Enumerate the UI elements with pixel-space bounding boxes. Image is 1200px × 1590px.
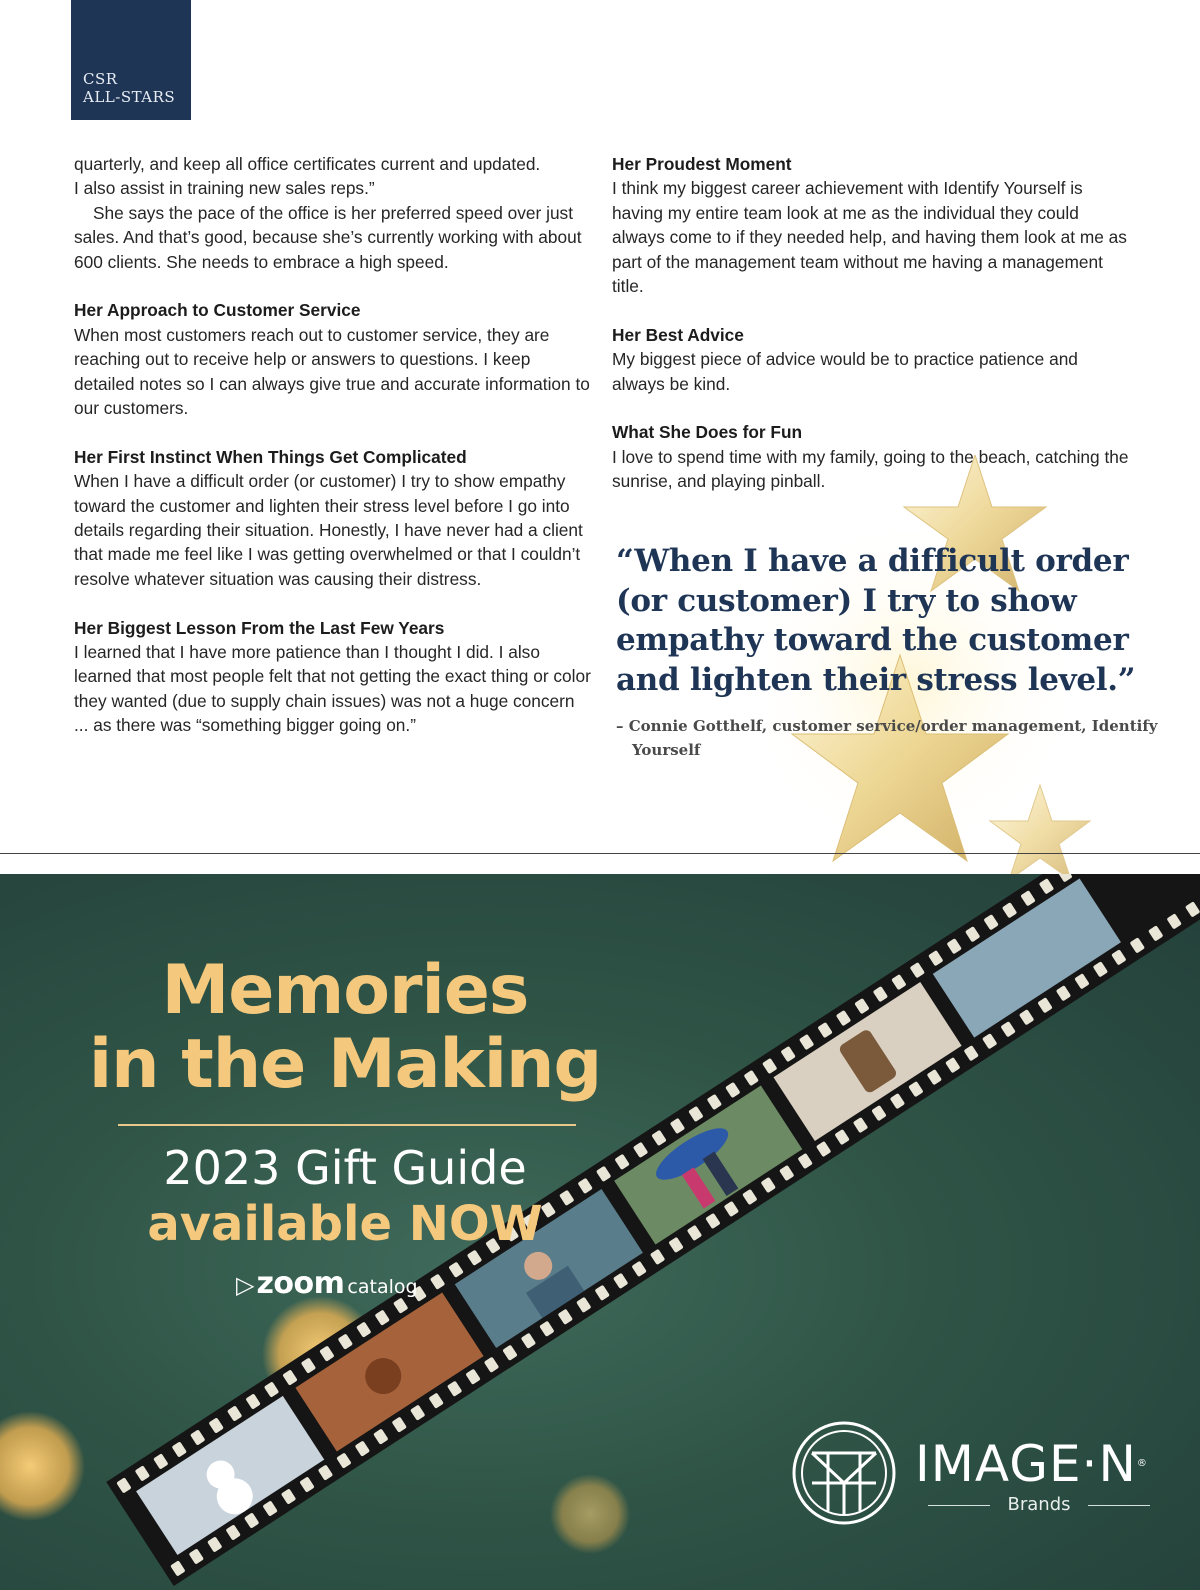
section-tag-line2: ALL-STARS <box>83 88 176 106</box>
zoom-catalog-logo[interactable] <box>236 1266 418 1301</box>
pull-quote-line: empathy toward the customer <box>616 622 1129 658</box>
bokeh-light <box>550 1474 630 1554</box>
pace-paragraph: She says the pace of the office is her preferred speed over just sales. And that’s good, because she’s currently working with about 600 clients. She needs to embrace a high speed. <box>74 202 582 272</box>
approach-heading: Her Approach to Customer Service <box>74 300 361 321</box>
imagen-brand-subtitle: Brands <box>924 1494 1154 1516</box>
advice-paragraph: My biggest piece of advice would be to practice patience and always be kind. <box>612 349 1078 394</box>
proud-heading: Her Proudest Moment <box>612 154 792 174</box>
ad-headline <box>60 951 630 1104</box>
section-divider <box>0 853 1200 854</box>
section-tag <box>71 0 191 120</box>
ad-headline-line1: Memories <box>161 951 529 1030</box>
ad-rule <box>118 1124 576 1126</box>
ad-subtitle: 2023 Gift Guide <box>163 1141 527 1195</box>
proud-paragraph: I think my biggest career achievement with Identify Yourself is having my entire team look at me as the individual they could always come to if they needed help, and having them look at me as part of the management team without me having a management title. <box>612 178 1127 297</box>
pull-quote-line: and lighten their stress level.” <box>616 661 1136 698</box>
pull-quote-attribution: – Connie Gotthelf, customer service/order management, Identify Yourself <box>616 717 1158 759</box>
lesson-paragraph: I learned that I have more patience than I thought I did. I also learned that most people felt that not getting the exact thing or color they wanted (due to supply chain issues) was not a huge concern ... as there was “something bigger going on.” <box>74 642 591 736</box>
ad-availability: available NOW <box>147 1196 543 1252</box>
ad-headline-line2: in the Making <box>88 1025 602 1104</box>
pull-quote <box>616 542 1176 762</box>
zoom-logo-bold: zoom <box>256 1266 345 1301</box>
instinct-paragraph: When I have a difficult order (or customer) I try to show empathy toward the customer and lighten their stress level before I go into details regarding their situation. Honestly, I have never had a client that made me feel like I was getting overwhelmed or that I couldn’t resolve whatever situation was causing their distress. <box>74 471 583 589</box>
pull-quote-line: (or customer) I try to show <box>616 582 1077 619</box>
registered-mark: ® <box>1136 1458 1148 1469</box>
advice-heading: Her Best Advice <box>612 324 744 345</box>
intro-line-1: quarterly, and keep all office certificates current and updated. <box>74 154 541 174</box>
pull-quote-text <box>616 542 1176 700</box>
bokeh-light <box>0 1411 85 1521</box>
fun-heading: What She Does for Fun <box>612 422 803 443</box>
play-arrow-icon: ▷ <box>236 1272 255 1299</box>
approach-paragraph: When most customers reach out to customer service, they are reaching out to receive help or answers to questions. I keep detailed notes so I can always give true and accurate information to our customers. <box>74 324 590 419</box>
lesson-heading: Her Biggest Lesson From the Last Few Years <box>74 617 445 638</box>
zoom-logo-light: catalog <box>347 1276 418 1298</box>
imagen-monogram-icon <box>790 1419 898 1527</box>
instinct-heading: Her First Instinct When Things Get Complicated <box>74 446 467 467</box>
brand-name-text: IMAGE·N <box>915 1435 1137 1493</box>
intro-line-2: I also assist in training new sales reps.” <box>74 178 375 199</box>
article-left-column <box>74 152 592 738</box>
imagen-brand-name <box>915 1436 1148 1492</box>
gift-guide-ad[interactable] <box>0 874 1200 1590</box>
pull-quote-line: “When I have a difficult order <box>616 543 1129 579</box>
article-right-column <box>612 152 1132 494</box>
section-tag-line1: CSR <box>83 70 118 88</box>
fun-paragraph: I love to spend time with my family, going to the beach, catching the sunrise, and playing pinball. <box>612 446 1129 492</box>
